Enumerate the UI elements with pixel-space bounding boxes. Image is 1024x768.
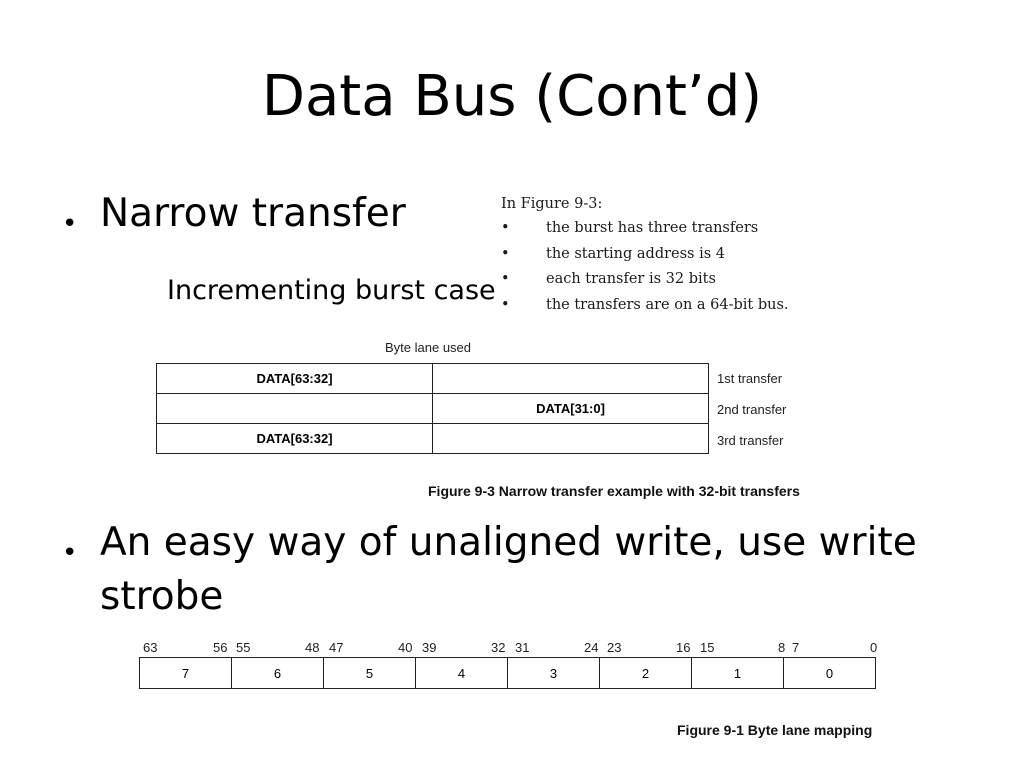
table-cell: DATA[31:0] (433, 394, 709, 424)
bit-label: 8 (778, 640, 786, 655)
byte-cell: 7 (140, 658, 232, 689)
bit-label: 55 (236, 640, 251, 655)
byte-lane-header: Byte lane used (385, 340, 472, 355)
bit-label: 39 (422, 640, 437, 655)
table-cell: DATA[63:32] (157, 364, 433, 394)
bullet-icon: • (62, 209, 78, 239)
table-cell (157, 394, 433, 424)
bit-label: 0 (870, 640, 878, 655)
bullet-icon: • (501, 297, 510, 313)
byte-cell: 0 (784, 658, 876, 689)
bit-label: 31 (515, 640, 530, 655)
transfer-label: 2nd transfer (717, 402, 787, 417)
bullet-text-line-2: strobe (100, 574, 224, 619)
bullet-text: Narrow transfer (100, 191, 406, 236)
bit-label: 48 (305, 640, 320, 655)
bit-label: 40 (398, 640, 413, 655)
byte-cell: 3 (508, 658, 600, 689)
bit-label: 47 (329, 640, 344, 655)
table-row (157, 394, 709, 424)
bit-label: 32 (491, 640, 506, 655)
byte-cell: 5 (324, 658, 416, 689)
table-cell: DATA[63:32] (157, 424, 433, 454)
sub-point-incrementing-burst: Incrementing burst case (167, 275, 496, 306)
byte-lane-table (139, 657, 876, 689)
bit-label: 23 (607, 640, 622, 655)
bit-label: 15 (700, 640, 715, 655)
bullet-icon: • (501, 220, 510, 236)
table-cell (433, 424, 709, 454)
bullet-unaligned-write (62, 517, 1002, 627)
transfer-label: 3rd transfer (717, 433, 784, 448)
bullet-text-line-1: An easy way of unaligned write, use write (100, 520, 917, 565)
byte-cell: 1 (692, 658, 784, 689)
table-row (140, 658, 876, 689)
bullet-icon: • (501, 271, 510, 287)
figure-notes-heading: In Figure 9-3: (501, 196, 603, 212)
slide-title: Data Bus (Cont’d) (261, 64, 763, 129)
table-cell (433, 364, 709, 394)
table-row (157, 424, 709, 454)
byte-cell: 4 (416, 658, 508, 689)
bullet-icon: • (62, 538, 78, 568)
narrow-transfer-table (156, 363, 709, 454)
figure-9-1-caption: Figure 9-1 Byte lane mapping (677, 722, 873, 738)
bit-label: 7 (792, 640, 800, 655)
bullet-icon: • (501, 246, 510, 262)
bit-label: 24 (584, 640, 599, 655)
bit-label: 16 (676, 640, 691, 655)
figure-9-3-caption: Figure 9-3 Narrow transfer example with 32-bit transfers (428, 483, 800, 499)
byte-cell: 2 (600, 658, 692, 689)
bit-label: 63 (143, 640, 158, 655)
bit-label: 56 (213, 640, 228, 655)
table-row (157, 364, 709, 394)
transfer-label: 1st transfer (717, 371, 783, 386)
byte-cell: 6 (232, 658, 324, 689)
